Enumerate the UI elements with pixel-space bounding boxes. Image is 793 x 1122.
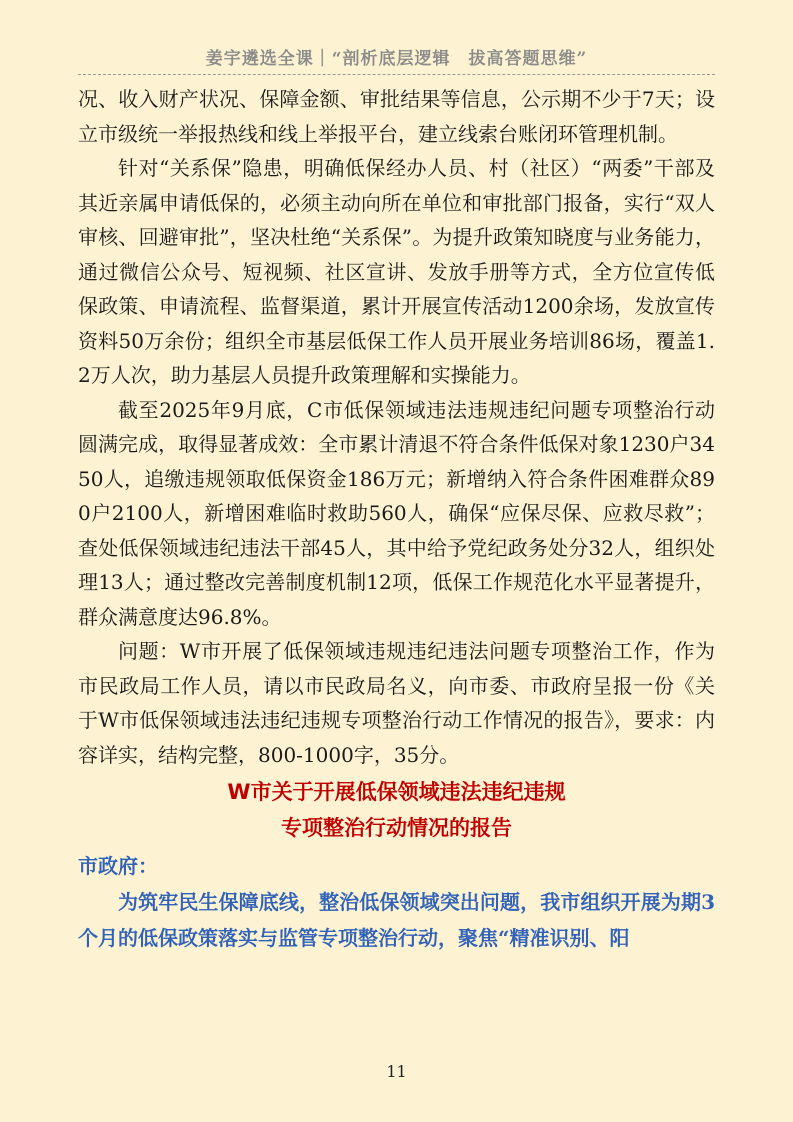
page-number: 11 [386,1062,407,1081]
header-divider [78,74,715,75]
report-title-line2: 专项整治行动情况的报告 [281,816,512,840]
document-body [78,82,715,956]
paragraph-continued: 况、收入财产状况、保障金额、审批结果等信息，公示期不少于7天；设立市级统一举报热线和线上举报平台，建立线索台账闭环管理机制。 [78,87,715,146]
paragraph-results: 截至2025年9月底，C市低保领域违法违规违纪问题专项整治行动圆满完成，取得显著成效：全市累计清退不符合条件低保对象1230户3450人，追缴违规领取低保资金186万元；新增纳入符合条件困难群众890户2100人，新增困难临时救助560人，确保“应保尽保、应救尽救”；查处低保领域违纪违法干部45人，其中给予党纪政务处分32人，组织处理13人；通过整改完善制度机制12项，低保工作规范化水平显著提升，群众满意度达96.8%。 [78,397,715,629]
report-title-line1: W市关于开展低保领域违法违纪违规 [227,780,566,804]
report-salutation: 市政府： [78,854,158,878]
paragraph-question: 问题：W市开展了低保领域违规违纪违法问题专项整治工作，作为市民政局工作人员，请以市民政局名义，向市委、市政府呈报一份《关于W市低保领域违法违纪违规专项整治行动工作情况的报告》，要求：内容详实，结构完整，800-1000字，35分。 [78,639,715,767]
paragraph-relationship-protection: 针对“关系保”隐患，明确低保经办人员、村（社区）“两委”干部及其近亲属申请低保的，必须主动向所在单位和审批部门报备，实行“双人审核、回避审批”，坚决杜绝“关系保”。为提升政策知晓度与业务能力，通过微信公众号、短视频、社区宣讲、发放手册等方式，全方位宣传低保政策、申请流程、监督渠道，累计开展宣传活动1200余场，发放宣传资料50万余份；组织全市基层低保工作人员开展业务培训86场，覆盖1.2万人次，助力基层人员提升政策理解和实操能力。 [78,156,715,387]
report-opening-paragraph: 为筑牢民生保障底线，整治低保领域突出问题，我市组织开展为期3个月的低保政策落实与监管专项整治行动，聚焦“精准识别、阳 [78,890,715,950]
page-header: 姜宇遴选全课｜“剖析底层逻辑 拔高答题思维” [205,49,588,69]
